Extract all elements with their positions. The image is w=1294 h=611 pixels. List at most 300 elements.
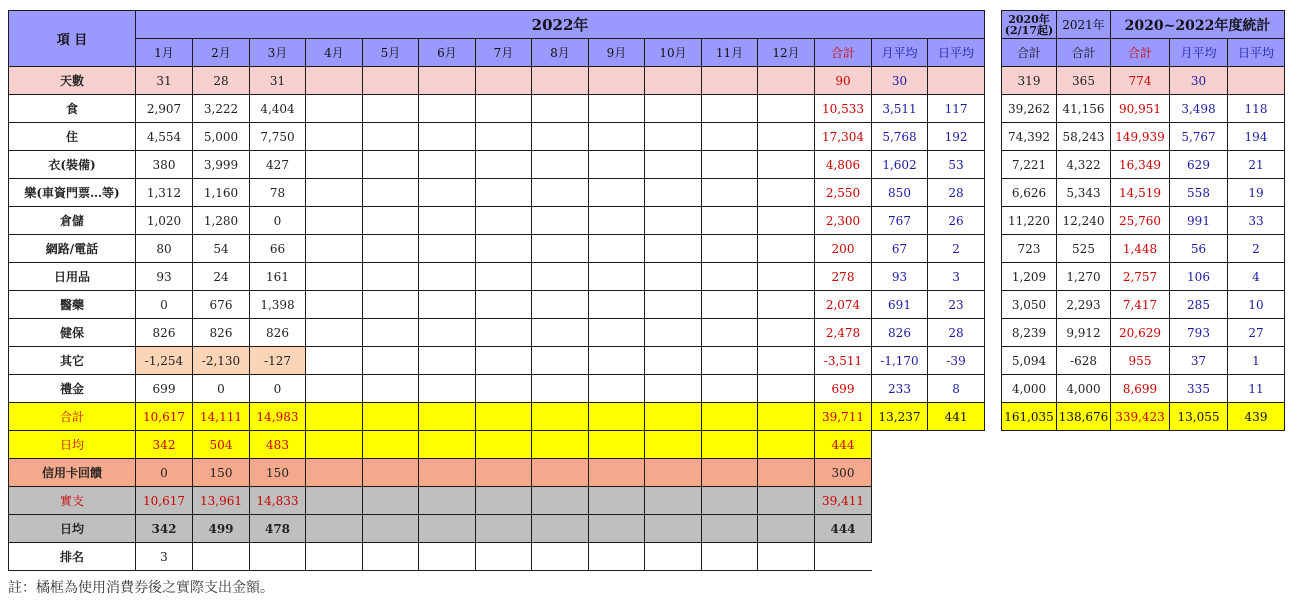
row-label: 倉儲: [9, 207, 136, 235]
stats-smavg-cell: 629: [1170, 151, 1228, 179]
month-cell: [306, 291, 363, 319]
stats-row: [1002, 375, 1285, 403]
stats-s2020-cell: 8,239: [1002, 319, 1057, 347]
month-cell: 826: [193, 319, 250, 347]
month-cell: [419, 263, 476, 291]
month-cell: [306, 403, 363, 431]
month-cell: [363, 515, 419, 543]
month-cell: [645, 347, 702, 375]
stats-monthly-avg-header: 月平均: [1170, 39, 1228, 67]
month-cell: [758, 235, 815, 263]
table-row: [9, 347, 985, 375]
row-label: 日用品: [9, 263, 136, 291]
month-header: 1月: [136, 39, 193, 67]
month-cell: [363, 151, 419, 179]
footnote: 註：橘框為使用消費券後之實際支出金額。: [8, 580, 274, 596]
month-header: 7月: [476, 39, 532, 67]
total-cell: 2,300: [815, 207, 872, 235]
month-cell: [758, 487, 815, 515]
monthly-avg-cell: 93: [872, 263, 928, 291]
month-cell: [645, 179, 702, 207]
stats-stotal-cell: 2,757: [1111, 263, 1170, 291]
month-cell: 342: [136, 515, 193, 543]
month-cell: [363, 263, 419, 291]
month-cell: [532, 403, 589, 431]
month-cell: 54: [193, 235, 250, 263]
header-row-months: [9, 39, 985, 67]
stats-s2021-cell: 365: [1057, 67, 1111, 95]
table-row: [9, 487, 985, 515]
month-header: 11月: [702, 39, 758, 67]
stats-s2020-cell: 5,094: [1002, 347, 1057, 375]
month-cell: 150: [250, 459, 306, 487]
empty-cell: [928, 459, 985, 487]
row-label: 信用卡回饋: [9, 459, 136, 487]
empty-cell: [872, 543, 928, 571]
month-cell: [645, 403, 702, 431]
month-header: 6月: [419, 39, 476, 67]
table-row: [9, 291, 985, 319]
row-label: 禮金: [9, 375, 136, 403]
monthly-avg-cell: 67: [872, 235, 928, 263]
stats-row: [1002, 123, 1285, 151]
monthly-avg-cell: 767: [872, 207, 928, 235]
side-header-row-columns: [1002, 39, 1285, 67]
total-cell: 90: [815, 67, 872, 95]
month-cell: 504: [193, 431, 250, 459]
month-cell: [758, 459, 815, 487]
stats-smavg-cell: 13,055: [1170, 403, 1228, 431]
daily-avg-cell: 117: [928, 95, 985, 123]
month-cell: 10,617: [136, 403, 193, 431]
stats-s2020-cell: 39,262: [1002, 95, 1057, 123]
row-label: 排名: [9, 543, 136, 571]
month-cell: 0: [193, 375, 250, 403]
month-cell: [363, 67, 419, 95]
month-cell: [645, 95, 702, 123]
month-cell: [645, 263, 702, 291]
daily-avg-cell: 2: [928, 235, 985, 263]
total-cell: 699: [815, 375, 872, 403]
total-2021-header: 合計: [1057, 39, 1111, 67]
total-cell: 2,550: [815, 179, 872, 207]
month-cell: [419, 123, 476, 151]
month-cell: 342: [136, 431, 193, 459]
month-cell: [419, 543, 476, 571]
total-cell: 17,304: [815, 123, 872, 151]
month-cell: [645, 67, 702, 95]
monthly-avg-cell: -1,170: [872, 347, 928, 375]
month-cell: [476, 151, 532, 179]
month-cell: [758, 375, 815, 403]
table-row: [9, 319, 985, 347]
month-cell: [476, 179, 532, 207]
empty-cell: [928, 543, 985, 571]
month-cell: [758, 515, 815, 543]
month-cell: 4,404: [250, 95, 306, 123]
month-cell: [306, 515, 363, 543]
month-cell: [758, 151, 815, 179]
stats-s2021-cell: 41,156: [1057, 95, 1111, 123]
month-cell: [589, 151, 645, 179]
month-cell: [363, 543, 419, 571]
daily-avg-cell: 28: [928, 179, 985, 207]
stats-s2021-cell: 9,912: [1057, 319, 1111, 347]
month-cell: [702, 123, 758, 151]
stats-smavg-cell: 5,767: [1170, 123, 1228, 151]
month-cell: [419, 179, 476, 207]
daily-avg-cell: 8: [928, 375, 985, 403]
month-cell: 380: [136, 151, 193, 179]
monthly-avg-cell: 691: [872, 291, 928, 319]
month-cell: [476, 375, 532, 403]
month-cell: [419, 431, 476, 459]
month-cell: [758, 431, 815, 459]
total-header: 合計: [815, 39, 872, 67]
month-cell: [702, 431, 758, 459]
stats-sdavg-cell: 19: [1228, 179, 1285, 207]
month-cell: [589, 543, 645, 571]
total-cell: 2,478: [815, 319, 872, 347]
stats-row: [1002, 235, 1285, 263]
stats-sdavg-cell: 33: [1228, 207, 1285, 235]
month-cell: [363, 235, 419, 263]
stats-s2021-cell: 4,000: [1057, 375, 1111, 403]
monthly-avg-header: 月平均: [872, 39, 928, 67]
monthly-avg-cell: 850: [872, 179, 928, 207]
total-2020-header: 合計: [1002, 39, 1057, 67]
row-label: 住: [9, 123, 136, 151]
month-cell: [363, 459, 419, 487]
stats-stotal-cell: 955: [1111, 347, 1170, 375]
month-cell: [419, 403, 476, 431]
stats-s2021-cell: 5,343: [1057, 179, 1111, 207]
row-label: 日均: [9, 515, 136, 543]
month-cell: 93: [136, 263, 193, 291]
stats-stotal-cell: 25,760: [1111, 207, 1170, 235]
month-cell: [532, 375, 589, 403]
table-row: [9, 263, 985, 291]
month-cell: [702, 291, 758, 319]
month-cell: 3,999: [193, 151, 250, 179]
daily-avg-cell: -39: [928, 347, 985, 375]
month-cell: [645, 151, 702, 179]
month-cell: [702, 235, 758, 263]
month-cell: [419, 375, 476, 403]
month-cell: [306, 123, 363, 151]
total-cell: 300: [815, 459, 872, 487]
stats-sdavg-cell: 11: [1228, 375, 1285, 403]
month-cell: 14,111: [193, 403, 250, 431]
stats-smavg-cell: 3,498: [1170, 95, 1228, 123]
stats-stotal-cell: 7,417: [1111, 291, 1170, 319]
month-cell: [589, 487, 645, 515]
month-cell: 10,617: [136, 487, 193, 515]
month-cell: [702, 347, 758, 375]
monthly-avg-cell: 826: [872, 319, 928, 347]
month-cell: [758, 95, 815, 123]
stats-sdavg-cell: 27: [1228, 319, 1285, 347]
row-label: 食: [9, 95, 136, 123]
stats-s2020-cell: 3,050: [1002, 291, 1057, 319]
total-cell: -3,511: [815, 347, 872, 375]
stats-stotal-cell: 14,519: [1111, 179, 1170, 207]
total-cell: 444: [815, 515, 872, 543]
daily-avg-cell: 23: [928, 291, 985, 319]
month-cell: [702, 319, 758, 347]
month-cell: 699: [136, 375, 193, 403]
total-cell: 2,074: [815, 291, 872, 319]
month-cell: [419, 459, 476, 487]
month-cell: 0: [250, 207, 306, 235]
month-cell: [363, 487, 419, 515]
month-cell: [363, 95, 419, 123]
stats-sdavg-cell: 2: [1228, 235, 1285, 263]
stats-header: 2020~2022年度統計: [1111, 11, 1285, 39]
month-cell: 483: [250, 431, 306, 459]
daily-avg-cell: 441: [928, 403, 985, 431]
month-cell: 14,983: [250, 403, 306, 431]
month-cell: -1,254: [136, 347, 193, 375]
month-cell: [645, 235, 702, 263]
month-cell: [589, 67, 645, 95]
empty-cell: [872, 459, 928, 487]
month-cell: [645, 123, 702, 151]
month-cell: [532, 543, 589, 571]
stats-sdavg-cell: 1: [1228, 347, 1285, 375]
month-cell: [645, 515, 702, 543]
stats-s2020-cell: 74,392: [1002, 123, 1057, 151]
month-cell: [532, 515, 589, 543]
month-cell: [758, 179, 815, 207]
month-cell: 1,312: [136, 179, 193, 207]
month-header: 9月: [589, 39, 645, 67]
month-cell: [532, 67, 589, 95]
month-cell: [419, 67, 476, 95]
month-cell: [306, 263, 363, 291]
row-label: 衣(裝備): [9, 151, 136, 179]
month-cell: [758, 67, 815, 95]
table-row: [9, 235, 985, 263]
total-cell: 10,533: [815, 95, 872, 123]
table-row: [9, 431, 985, 459]
month-cell: 427: [250, 151, 306, 179]
month-cell: [758, 319, 815, 347]
total-cell: 200: [815, 235, 872, 263]
month-cell: [476, 431, 532, 459]
month-cell: [363, 207, 419, 235]
stats-smavg-cell: 37: [1170, 347, 1228, 375]
monthly-avg-cell: 30: [872, 67, 928, 95]
table-row: [9, 515, 985, 543]
month-cell: 3: [136, 543, 193, 571]
month-cell: [419, 515, 476, 543]
year-2020-note: (2/17起): [1004, 23, 1054, 37]
month-cell: 1,280: [193, 207, 250, 235]
month-cell: [476, 235, 532, 263]
month-cell: [306, 207, 363, 235]
month-cell: [645, 459, 702, 487]
month-cell: [476, 95, 532, 123]
month-cell: [419, 95, 476, 123]
stats-row: [1002, 263, 1285, 291]
month-cell: 3,222: [193, 95, 250, 123]
month-cell: 4,554: [136, 123, 193, 151]
month-header: 12月: [758, 39, 815, 67]
month-cell: [419, 487, 476, 515]
table-row: [9, 95, 985, 123]
month-cell: 0: [136, 459, 193, 487]
month-cell: [193, 543, 250, 571]
total-cell: 4,806: [815, 151, 872, 179]
month-cell: [645, 543, 702, 571]
year-2020-label: 2020年: [1008, 12, 1050, 26]
stats-row: [1002, 347, 1285, 375]
stats-s2021-cell: 525: [1057, 235, 1111, 263]
stats-sdavg-cell: 439: [1228, 403, 1285, 431]
empty-cell: [872, 487, 928, 515]
month-cell: [306, 179, 363, 207]
month-cell: [476, 123, 532, 151]
stats-s2021-cell: 4,322: [1057, 151, 1111, 179]
year-2021-header: 2021年: [1057, 11, 1111, 39]
monthly-avg-cell: 233: [872, 375, 928, 403]
month-cell: [702, 151, 758, 179]
month-cell: 0: [136, 291, 193, 319]
table-row: [9, 67, 985, 95]
month-cell: [476, 515, 532, 543]
stats-row: [1002, 403, 1285, 431]
month-cell: [419, 151, 476, 179]
month-cell: [758, 263, 815, 291]
year-2020-header: [1002, 11, 1057, 39]
stats-smavg-cell: 285: [1170, 291, 1228, 319]
month-cell: [532, 179, 589, 207]
month-cell: [532, 487, 589, 515]
month-cell: [476, 67, 532, 95]
row-label: 醫藥: [9, 291, 136, 319]
stats-s2020-cell: 723: [1002, 235, 1057, 263]
row-label: 樂(車資門票…等): [9, 179, 136, 207]
empty-cell: [928, 487, 985, 515]
month-cell: [532, 319, 589, 347]
month-cell: [589, 123, 645, 151]
table-row: [9, 543, 985, 571]
stats-row: [1002, 291, 1285, 319]
month-cell: [702, 207, 758, 235]
month-cell: [589, 179, 645, 207]
month-cell: [306, 235, 363, 263]
stats-stotal-cell: 90,951: [1111, 95, 1170, 123]
empty-cell: [928, 515, 985, 543]
month-cell: [645, 487, 702, 515]
month-cell: 5,000: [193, 123, 250, 151]
daily-avg-header: 日平均: [928, 39, 985, 67]
month-header: 5月: [363, 39, 419, 67]
stats-s2020-cell: 1,209: [1002, 263, 1057, 291]
side-header-row-year: [1002, 11, 1285, 39]
month-cell: [589, 291, 645, 319]
month-cell: [363, 179, 419, 207]
month-cell: 161: [250, 263, 306, 291]
month-cell: [758, 207, 815, 235]
table-row: [9, 123, 985, 151]
month-cell: [476, 487, 532, 515]
month-cell: 2,907: [136, 95, 193, 123]
month-cell: [363, 403, 419, 431]
month-cell: [476, 263, 532, 291]
month-cell: 24: [193, 263, 250, 291]
month-cell: [476, 291, 532, 319]
month-cell: [702, 543, 758, 571]
month-cell: 31: [136, 67, 193, 95]
month-cell: [645, 431, 702, 459]
month-cell: [645, 207, 702, 235]
month-cell: [645, 375, 702, 403]
month-cell: [589, 431, 645, 459]
month-cell: [702, 263, 758, 291]
month-cell: [532, 459, 589, 487]
month-cell: 13,961: [193, 487, 250, 515]
month-cell: [306, 67, 363, 95]
month-header: 10月: [645, 39, 702, 67]
stats-s2020-cell: 161,035: [1002, 403, 1057, 431]
stats-smavg-cell: 106: [1170, 263, 1228, 291]
month-cell: 0: [250, 375, 306, 403]
month-cell: [306, 431, 363, 459]
stats-s2021-cell: 138,676: [1057, 403, 1111, 431]
month-cell: [589, 403, 645, 431]
stats-s2020-cell: 11,220: [1002, 207, 1057, 235]
month-cell: [758, 347, 815, 375]
month-cell: [702, 515, 758, 543]
month-cell: [645, 291, 702, 319]
month-cell: [306, 543, 363, 571]
row-label: 實支: [9, 487, 136, 515]
month-cell: 826: [250, 319, 306, 347]
month-header: 8月: [532, 39, 589, 67]
stats-s2020-cell: 7,221: [1002, 151, 1057, 179]
month-cell: [702, 375, 758, 403]
stats-stotal-cell: 149,939: [1111, 123, 1170, 151]
row-label: 網路/電話: [9, 235, 136, 263]
month-cell: [476, 459, 532, 487]
daily-avg-cell: [928, 67, 985, 95]
month-cell: [306, 375, 363, 403]
row-label: 日均: [9, 431, 136, 459]
month-cell: [589, 263, 645, 291]
daily-avg-cell: 3: [928, 263, 985, 291]
month-cell: 826: [136, 319, 193, 347]
month-cell: [363, 375, 419, 403]
month-header: 2月: [193, 39, 250, 67]
month-cell: [306, 95, 363, 123]
stats-row: [1002, 179, 1285, 207]
month-cell: [476, 347, 532, 375]
month-cell: [758, 403, 815, 431]
month-cell: [363, 319, 419, 347]
month-cell: [589, 375, 645, 403]
total-cell: 278: [815, 263, 872, 291]
row-label: 健保: [9, 319, 136, 347]
month-cell: 499: [193, 515, 250, 543]
stats-s2020-cell: 6,626: [1002, 179, 1057, 207]
month-cell: [306, 319, 363, 347]
stats-s2021-cell: -628: [1057, 347, 1111, 375]
row-label: 天數: [9, 67, 136, 95]
month-cell: [532, 123, 589, 151]
empty-cell: [928, 431, 985, 459]
